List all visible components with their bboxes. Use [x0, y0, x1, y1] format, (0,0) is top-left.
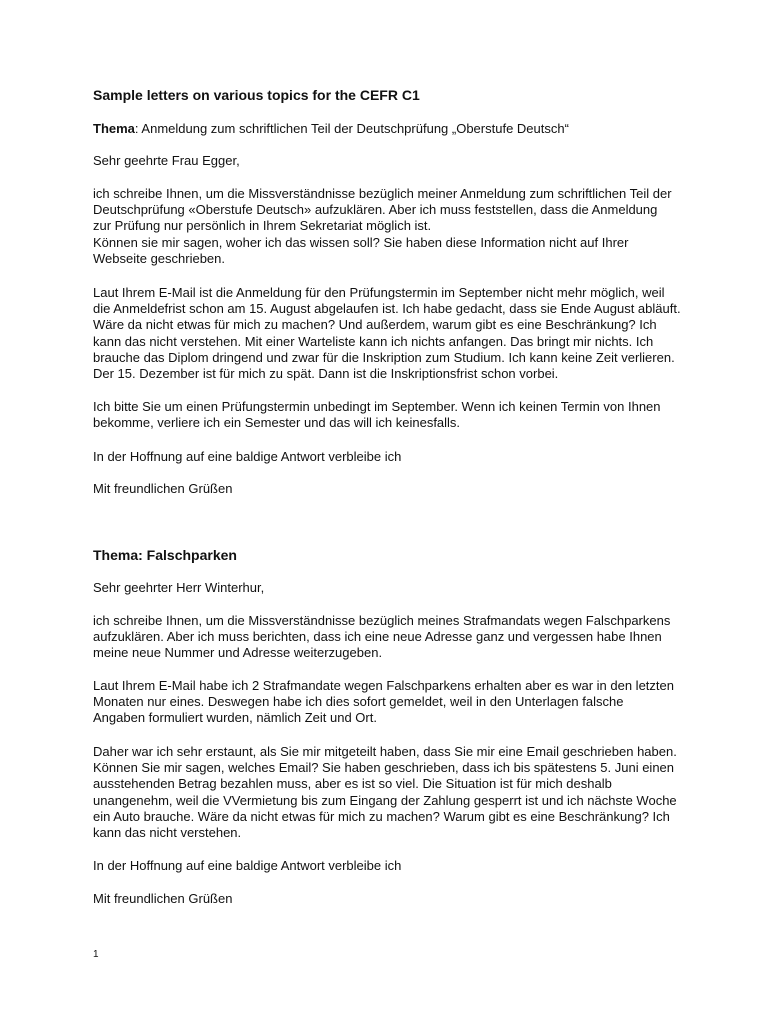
- letter2-paragraph-2: Laut Ihrem E-Mail habe ich 2 Strafmandate wegen Falschparkens erhalten aber es war in den letzten Monaten nur eines. Deswegen habe ich dies sofort gemeldet, weil in den Unterlagen falsche Angaben formuliert wurden, nämlich Zeit und Ort.: [93, 678, 674, 726]
- letter2-salutation: Sehr geehrter Herr Winterhur,: [93, 580, 265, 595]
- letter1-salutation: Sehr geehrte Frau Egger,: [93, 153, 240, 168]
- page-number: 1: [93, 949, 99, 960]
- letter2-heading: Thema: Falschparken: [93, 547, 237, 563]
- document-title: Sample letters on various topics for the CEFR C1: [93, 87, 420, 103]
- letter1-subject-line: [93, 121, 683, 137]
- letter1-subject-text: : Anmeldung zum schriftlichen Teil der Deutschprüfung „Oberstufe Deutsch“: [134, 121, 569, 136]
- letter2-closing-line: In der Hoffnung auf eine baldige Antwort verbleibe ich: [93, 858, 402, 873]
- letter1-sign-off: Mit freundlichen Grüßen: [93, 481, 233, 496]
- letter1-closing-line: In der Hoffnung auf eine baldige Antwort verbleibe ich: [93, 449, 402, 464]
- letter1-subject-label: Thema: [93, 121, 135, 136]
- letter1-paragraph-3: Ich bitte Sie um einen Prüfungstermin unbedingt im September. Wenn ich keinen Termin von Ihnen bekomme, verliere ich ein Semester und das will ich keinesfalls.: [93, 399, 661, 431]
- letter1-paragraph-2: Laut Ihrem E-Mail ist die Anmeldung für den Prüfungstermin im September nicht mehr möglich, weil die Anmeldefrist schon am 15. August abgelaufen ist. Ich habe gedacht, dass sie Ende August abläuft. Wäre da nicht etwas für mich zu machen? Und außerdem, warum gibt es eine Beschränkung? Ich kann das nicht verstehen. Mit einer Warteliste kann ich nichts anfangen. Das bringt mir nichts. Ich brauche das Diplom dringend und zwar für die Inskription zum Studium. Ich kann keine Zeit verlieren. Der 15. Dezember ist für mich zu spät. Dann ist die Inskriptionsfrist schon vorbei.: [93, 285, 681, 382]
- letter2-paragraph-1: ich schreibe Ihnen, um die Missverständnisse bezüglich meines Strafmandats wegen Falschparkens aufzuklären. Aber ich muss berichten, dass ich eine neue Adresse ganz und vergessen habe Ihnen meine neue Nummer und Adresse weiterzugeben.: [93, 613, 671, 661]
- letter1-paragraph-1: ich schreibe Ihnen, um die Missverständnisse bezüglich meiner Anmeldung zum schriftlichen Teil der Deutschprüfung «Oberstufe Deutsch» aufzuklären. Aber ich muss feststellen, dass die Anmeldung zur Prüfung nur persönlich in Ihrem Sekretariat möglich ist. Können sie mir sagen, woher ich das wissen soll? Sie haben diese Information nicht auf Ihrer Webseite geschrieben.: [93, 186, 672, 266]
- letter2-sign-off: Mit freundlichen Grüßen: [93, 891, 233, 906]
- letter2-paragraph-3: Daher war ich sehr erstaunt, als Sie mir mitgeteilt haben, dass Sie mir eine Email geschrieben haben. Können Sie mir sagen, welches Email? Sie haben geschrieben, dass ich bis spätestens 5. Juni einen ausstehenden Betrag bezahlen muss, aber es ist so viel. Die Situation ist für mich deshalb unangenehm, weil die VVermietung bis zum Eingang der Zahlung gesperrt ist und ich nächste Woche ein Auto brauche. Wäre da nicht etwas für mich zu machen? Warum gibt es eine Beschränkung? Ich kann das nicht verstehen.: [93, 744, 677, 841]
